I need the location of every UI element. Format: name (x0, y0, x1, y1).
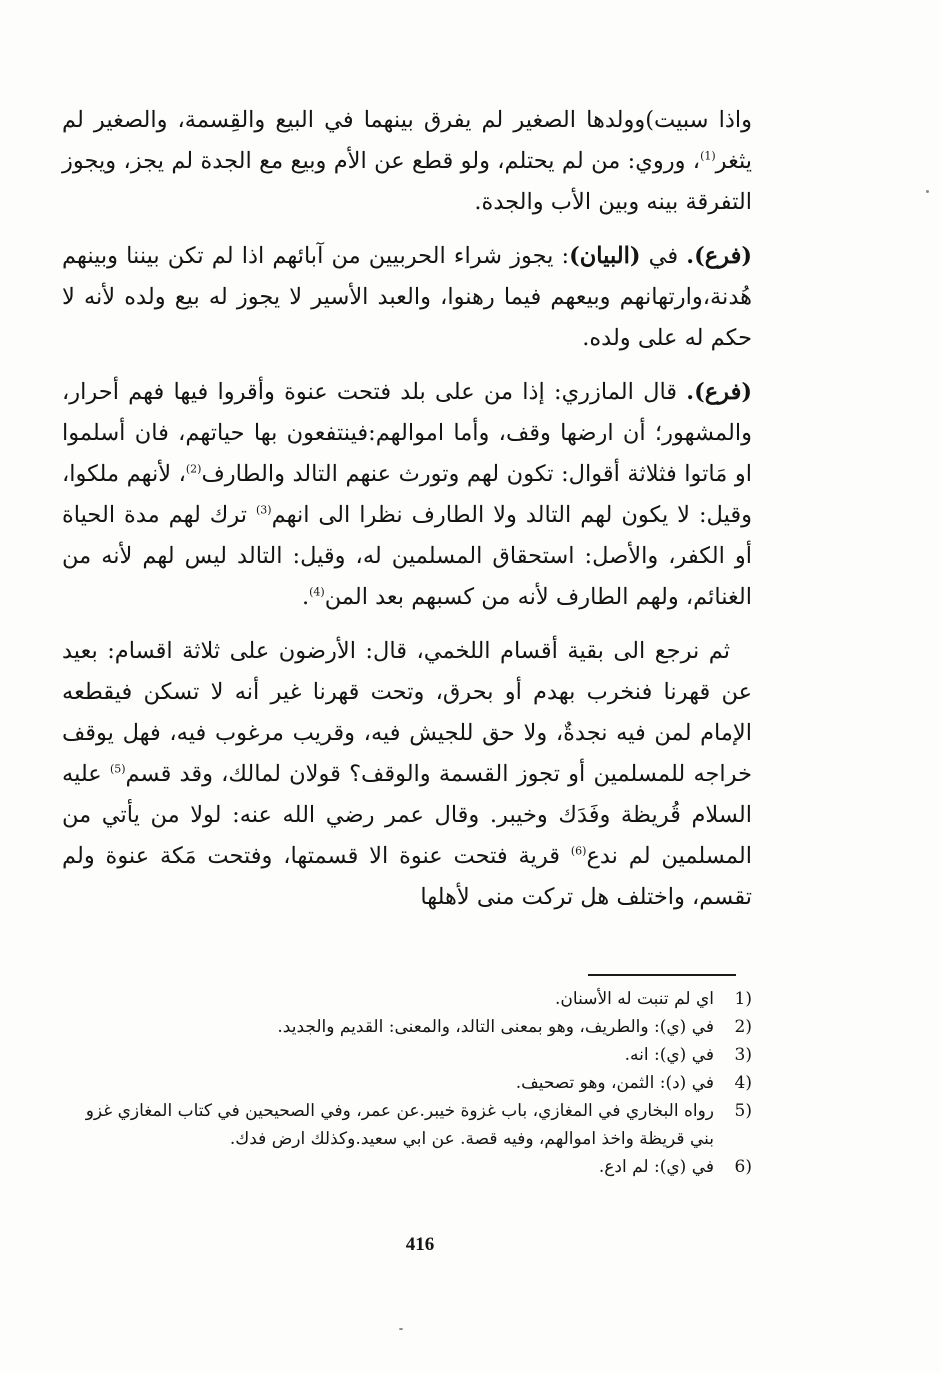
paragraph (62, 372, 752, 618)
paragraph (62, 236, 752, 359)
footnote-reference: (4) (309, 585, 325, 599)
paragraph-text: واذا سبيت)وولدها الصغير لم يفرق بينهما في البيع والقِسمة، والصغير لم يثغر (62, 107, 752, 174)
footnote-text: في (د): الثمن، وهو تصحيف. (515, 1073, 714, 1093)
section-heading: (البيان) (569, 243, 641, 269)
footnote (62, 1153, 752, 1181)
paragraph-text: : يجوز شراء الحربيين من آبائهم اذا لم تكن بيننا وبينهم هُدنة،وارتهانهم وبيعهم فيما رهنوا، والعبد الأسير لا يجوز له بيع ولده لأنه لا حكم له على ولده. (62, 243, 752, 351)
paragraph-text: عليه السلام قُريظة وفَدَك وخيبر. وقال عمر رضي الله عنه: لولا من يأتي من المسلمين لم ندع (62, 761, 752, 869)
page-number: 416 (405, 1234, 435, 1255)
footnote-text: في (ي): انه. (624, 1045, 714, 1065)
paragraph (62, 100, 752, 223)
footnotes (62, 985, 752, 1181)
paragraph-text: . (301, 584, 310, 610)
footnote (62, 1013, 752, 1041)
footnote (62, 1069, 752, 1097)
section-heading: (فرع). (686, 379, 752, 405)
footnote-text: اي لم تنبت له الأسنان. (555, 989, 714, 1009)
footnote-number: 6) (734, 1157, 752, 1177)
paragraph-text: في (640, 243, 687, 269)
paragraph-text: ، وروي: من لم يحتلم، ولو قطع عن الأم وبيع مع الجدة لم يجز، ويجوز التفرقة بينه وبين الأب والجدة. (62, 148, 752, 215)
footnote-number: 2) (734, 1017, 752, 1037)
footnote (62, 1097, 752, 1153)
footnote (62, 1041, 752, 1069)
paragraph-text: قرية فتحت عنوة الا قسمتها، وفتحت مَكة عنوة ولم تقسم، واختلف هل تركت منى لأهلها (62, 843, 752, 910)
paragraph-text: ثم نرجع الى بقية أقسام اللخمي، قال: الأرضون على ثلاثة اقسام: بعيد عن قهرنا فنخرب بهدم أو بحرق، وتحت قهرنا غير أنه لا تسكن فيقطعه الإمام لمن فيه نجدةٌ، ولا حق للجيش فيه، وقريب مرغوب فيه، فهل يوقف خراجه للمسلمين أو تجوز القسمة والوقف؟ قولان لمالك، وقد قسم (62, 638, 752, 787)
footnote-reference: (5) (109, 762, 126, 776)
footnote-separator (588, 974, 736, 976)
section-heading: (فرع). (686, 243, 752, 269)
paragraph-text: ترك لهم مدة الحياة أو الكفر، والأصل: استحقاق المسلمين له، وقيل: التالد ليس لهم لأنه من الغنائم، ولهم الطارف لأنه من كسبهم بعد المن (62, 502, 752, 610)
footnote-reference: (1) (700, 149, 716, 163)
main-text (62, 100, 752, 931)
footnote-reference: (6) (570, 844, 587, 858)
paragraph-text: ، لأنهم ملكوا، وقيل: لا يكون لهم التالد ولا الطارف نظرا الى انهم (62, 461, 752, 528)
footnote-text: في (ي): والطريف، وهو بمعنى التالد، والمعنى: القديم والجديد. (277, 1017, 714, 1037)
footnote-reference: (2) (185, 462, 202, 476)
scan-speck (926, 190, 929, 193)
footnote-number: 5) (734, 1101, 752, 1121)
scan-speck (399, 1328, 403, 1330)
footnote-reference: (3) (256, 503, 272, 517)
footnote-text: في (ي): لم ادع. (598, 1157, 714, 1177)
footnote-text: رواه البخاري في المغازي، باب غزوة خيبر.عن عمر، وفي الصحيحين في كتاب المغازي غزو بني قريظة واخذ اموالهم، وفيه قصة. عن ابي سعيد.وكذلك ارض فدك. (85, 1101, 714, 1149)
footnote-number: 4) (734, 1073, 752, 1093)
footnote-number: 1) (734, 989, 752, 1009)
footnote (62, 985, 752, 1013)
paragraph (62, 631, 752, 918)
paragraph-text: قال المازري: إذا من على بلد فتحت عنوة وأقروا فيها فهم أحرار، والمشهور؛ أن ارضها وقف، وأما اموالهم:فينتفعون بها حياتهم، فان أسلموا او مَاتوا فثلاثة أقوال: تكون لهم وتورث عنهم التالد والطارف (62, 379, 752, 487)
footnote-number: 3) (734, 1045, 752, 1065)
